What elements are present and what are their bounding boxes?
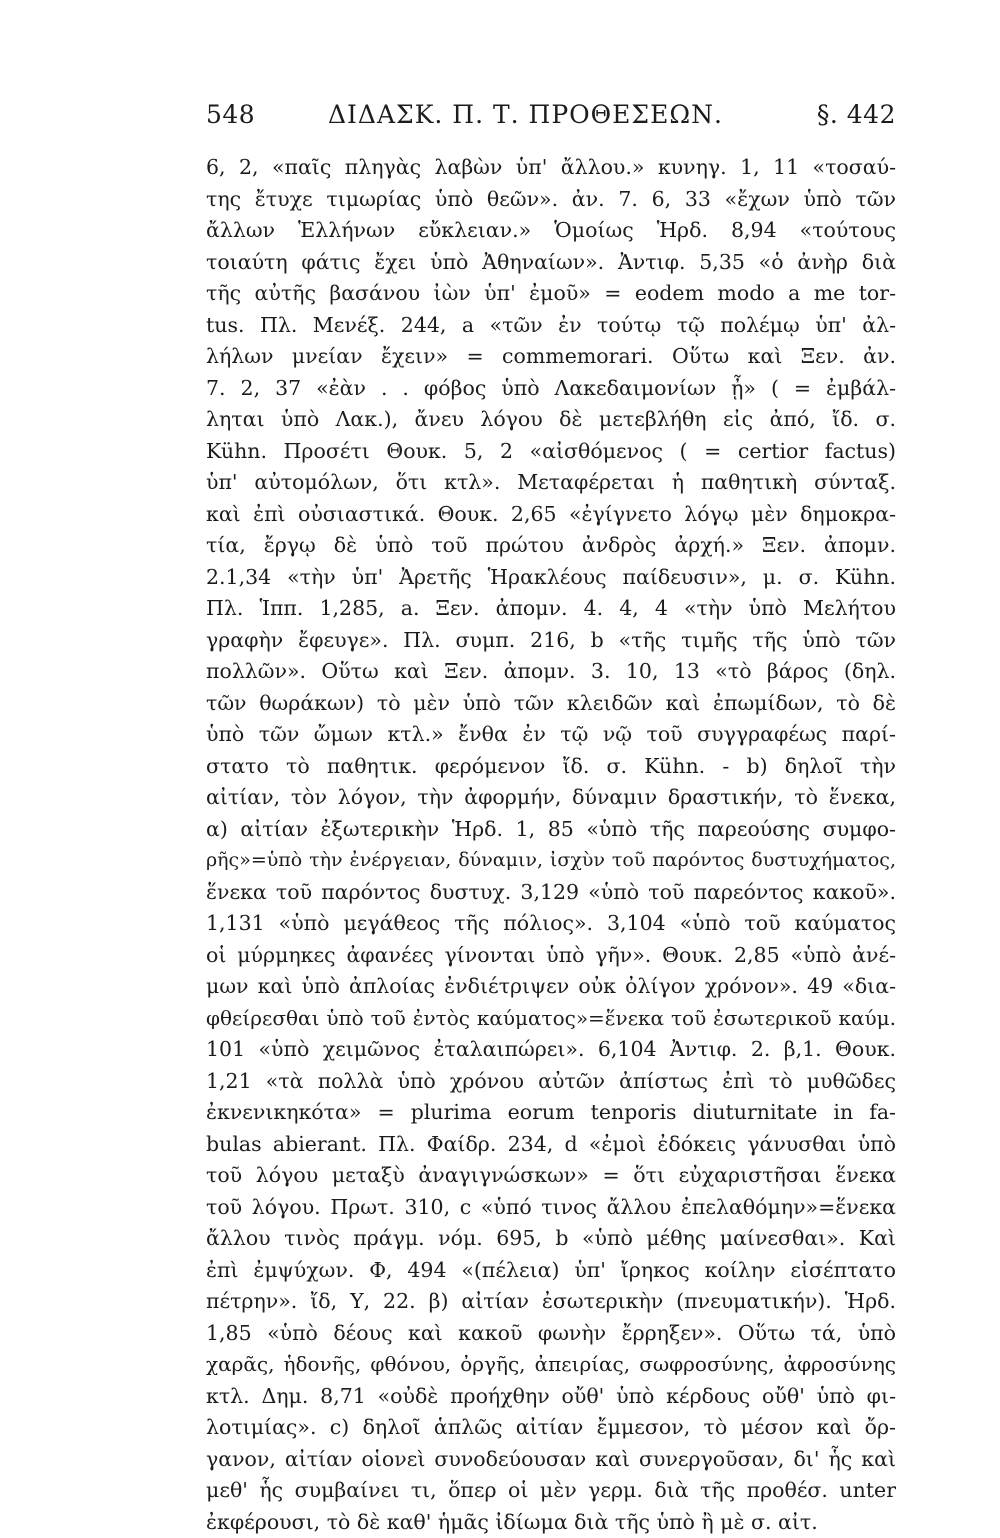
text-line: ἄλλου τινὸς πράγμ. νόμ. 695, b «ὑπὸ μέθης μαίνεσθαι». Καὶ [206,1223,896,1255]
text-line: Πλ. Ἱππ. 1,285, a. Ξεν. ἀπομν. 4. 4, 4 «τὴν ὑπὸ Μελήτου [206,593,896,625]
text-line: μων καὶ ὑπὸ ἀπλοίας ἐνδιέτριψεν οὐκ ὀλίγον χρόνον». 49 «δια- [206,971,896,1003]
text-line: γανον, αἰτίαν οἱονεὶ συνοδεύουσαν καὶ συνεργοῦσαν, δι' ἧς καὶ [206,1444,896,1476]
text-line: 6, 2, «παῖς πληγὰς λαβὼν ὑπ' ἄλλου.» κυνηγ. 1, 11 «τοσαύ- [206,152,896,184]
text-line: 7. 2, 37 «ἐὰν . . φόβος ὑπὸ Λακεδαιμονίων ᾖ» ( = ἐμβάλ- [206,373,896,405]
text-line: αἰτίαν, τὸν λόγον, τὴν ἀφορμήν, δύναμιν δραστικήν, τὸ ἕνεκα, [206,782,896,814]
text-line: πέτρην». ἴδ, Υ, 22. β) αἰτίαν ἐσωτερικὴν (πνευματικήν). Ἡρδ. [206,1286,896,1318]
text-line: ἕνεκα τοῦ παρόντος δυστυχ. 3,129 «ὑπὸ τοῦ παρεόντος κακοῦ». [206,877,896,909]
text-line: tus. Πλ. Μενέξ. 244, a «τῶν ἐν τούτῳ τῷ πολέμῳ ὑπ' ἀλ- [206,310,896,342]
text-line: τῆς αὐτῆς βασάνου ἰὼν ὑπ' ἐμοῦ» = eodem modo a me tor- [206,278,896,310]
text-line: ἐπὶ ἐμψύχων. Φ, 494 «(πέλεια) ὑπ' ἴρηκος κοίλην εἰσέπτατο [206,1255,896,1287]
text-line: καὶ ἐπὶ οὐσιαστικά. Θουκ. 2,65 «ἐγίγνετο λόγῳ μὲν δημοκρα- [206,499,896,531]
text-line: φθείρεσθαι ὑπὸ τοῦ ἐντὸς καύματος»=ἕνεκα τοῦ ἐσωτερικοῦ καύμ. [206,1003,896,1035]
text-line: 101 «ὑπὸ χειμῶνος ἐταλαιπώρει». 6,104 Ἀντιφ. 2. β,1. Θουκ. [206,1034,896,1066]
text-line: ἐκφέρουσι, τὸ δὲ καθ' ἡμᾶς ἰδίωμα διὰ τῆς ὑπὸ ἢ μὲ σ. αἰτ. [206,1507,896,1538]
text-line: τοῦ λόγου μεταξὺ ἀναγιγνώσκων» = ὅτι εὐχαριστῆσαι ἕνεκα [206,1160,896,1192]
text-line: πολλῶν». Οὕτω καὶ Ξεν. ἀπομν. 3. 10, 13 «τὸ βάρος (δηλ. [206,656,896,688]
text-line: κτλ. Δημ. 8,71 «οὐδὲ προήχθην οὔθ' ὑπὸ κέρδους οὔθ' ὑπὸ φι- [206,1381,896,1413]
text-line: τῶν θωράκων) τὸ μὲν ὑπὸ τῶν κλειδῶν καὶ ἐπωμίδων, τὸ δὲ [206,688,896,720]
text-line: bulas abierant. Πλ. Φαίδρ. 234, d «ἐμοὶ ἐδόκεις γάνυσθαι ὑπὸ [206,1129,896,1161]
text-line: λήλων μνείαν ἔχειν» = commemorari. Οὕτω καὶ Ξεν. ἀν. [206,341,896,373]
text-line: 1,85 «ὑπὸ δέους καὶ κακοῦ φωνὴν ἔρρηξεν». Οὕτω τά, ὑπὸ [206,1318,896,1350]
text-line: τία, ἔργῳ δὲ ὑπὸ τοῦ πρώτου ἀνδρὸς ἀρχή.» Ξεν. ἀπομν. [206,530,896,562]
text-line: 1,131 «ὑπὸ μεγάθεος τῆς πόλιος». 3,104 «ὑπὸ τοῦ καύματος [206,908,896,940]
text-line: Kühn. Προσέτι Θουκ. 5, 2 «αἰσθόμενος ( = certior factus) [206,436,896,468]
running-header [206,100,896,140]
section-number: §. 442 [817,100,896,129]
running-title: ΔΙΔΑΣΚ. Π. Τ. ΠΡΟΘΕΣΕΩΝ. [328,100,723,129]
body-text [206,152,896,1538]
text-line: τοιαύτη φάτις ἔχει ὑπὸ Ἀθηναίων». Ἀντιφ. 5,35 «ὁ ἀνὴρ διὰ [206,247,896,279]
text-line: στατο τὸ παθητικ. φερόμενον ἴδ. σ. Kühn. - b) δηλοῖ τὴν [206,751,896,783]
text-line: 1,21 «τὰ πολλὰ ὑπὸ χρόνου αὐτῶν ἀπίστως ἐπὶ τὸ μυθῶδες [206,1066,896,1098]
text-line: οἱ μύρμηκες ἀφανέες γίνονται ὑπὸ γῆν». Θουκ. 2,85 «ὑπὸ ἀνέ- [206,940,896,972]
text-line: ὑπ' αὐτομόλων, ὅτι κτλ». Μεταφέρεται ἡ παθητικὴ σύνταξ. [206,467,896,499]
text-line: μεθ' ἧς συμβαίνει τι, ὅπερ οἱ μὲν γερμ. διὰ τῆς προθέσ. unter [206,1475,896,1507]
text-line: ρῆς»=ὑπὸ τὴν ἐνέργειαν, δύναμιν, ἰσχὺν τοῦ παρόντος δυστυχήματος, [206,845,896,877]
page-number: 548 [206,100,255,129]
text-line: χαρᾶς, ἡδονῆς, φθόνου, ὀργῆς, ἀπειρίας, σωφροσύνης, ἀφροσύνης [206,1349,896,1381]
text-line: 2.1,34 «τὴν ὑπ' Ἀρετῆς Ἡρακλέους παίδευσιν», μ. σ. Kühn. [206,562,896,594]
text-line: ἄλλων Ἑλλήνων εὔκλειαν.» Ὁμοίως Ἡρδ. 8,94 «τούτους [206,215,896,247]
text-line: τοῦ λόγου. Πρωτ. 310, c «ὑπό τινος ἄλλου ἐπελαθόμην»=ἕνεκα [206,1192,896,1224]
text-line: της ἔτυχε τιμωρίας ὑπὸ θεῶν». ἀν. 7. 6, 33 «ἔχων ὑπὸ τῶν [206,184,896,216]
text-line: γραφὴν ἔφευγε». Πλ. συμπ. 216, b «τῆς τιμῆς τῆς ὑπὸ τῶν [206,625,896,657]
text-line: α) αἰτίαν ἐξωτερικὴν Ἡρδ. 1, 85 «ὑπὸ τῆς παρεούσης συμφο- [206,814,896,846]
text-line: ληται ὑπὸ Λακ.), ἄνευ λόγου δὲ μετεβλήθη εἰς ἀπό, ἴδ. σ. [206,404,896,436]
text-line: ὑπὸ τῶν ὤμων κτλ.» ἔνθα ἐν τῷ νῷ τοῦ συγγραφέως παρί- [206,719,896,751]
text-line: ἐκνενικηκότα» = plurima eorum tenporis diuturnitate in fa- [206,1097,896,1129]
text-line: λοτιμίας». c) δηλοῖ ἁπλῶς αἰτίαν ἔμμεσον, τὸ μέσον καὶ ὄρ- [206,1412,896,1444]
